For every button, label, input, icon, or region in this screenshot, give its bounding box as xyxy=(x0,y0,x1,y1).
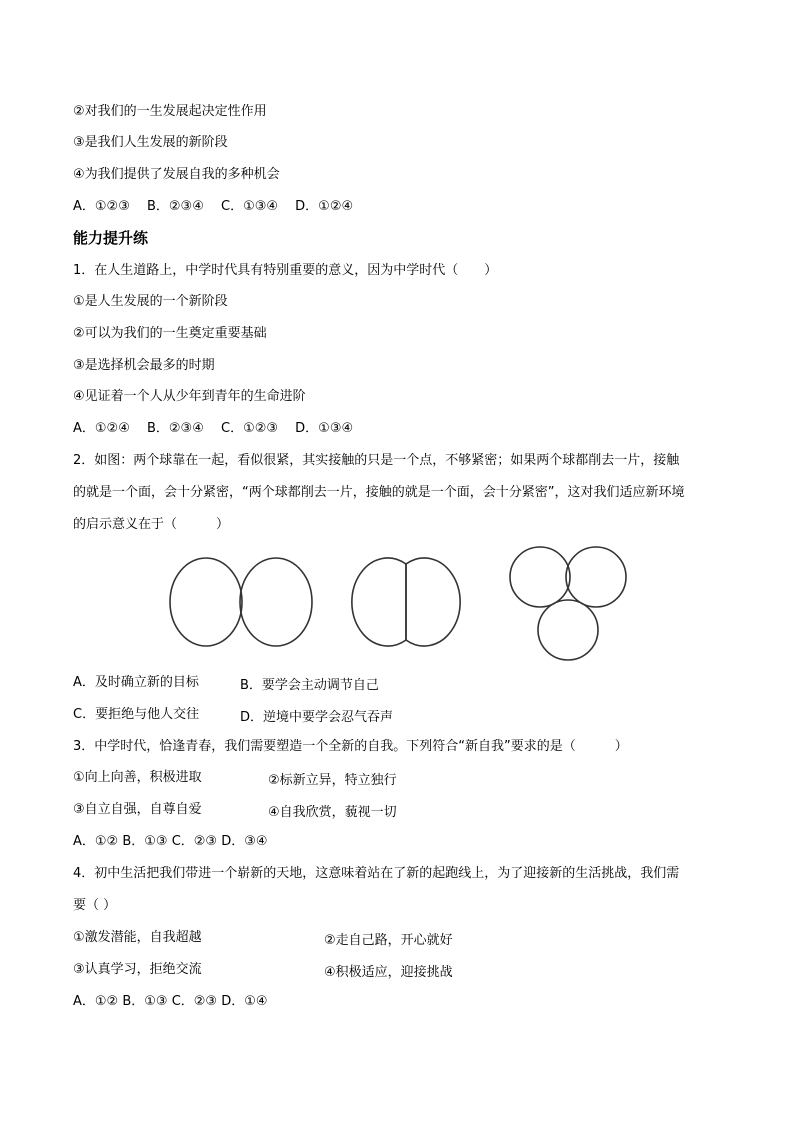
q4-stem-line-1: 4．初中生活把我们带进一个崭新的天地，这意味着站在了新的起跑线上，为了迎接新的生活挑战，我们需 xyxy=(73,866,680,881)
q1-option-3: ③是选择机会最多的时期 xyxy=(73,358,215,373)
q4-option-3: ③认真学习，拒绝交流 xyxy=(73,962,202,977)
sphere-cut xyxy=(352,558,406,646)
q4-stem-line-2: 要（ ） xyxy=(73,898,117,913)
q3-option-3: ③自立自强，自尊自爱 xyxy=(73,802,202,817)
q2-stem-line-2: 的就是一个面，会十分紧密，“两个球都削去一片，接触的就是一个面，会十分紧密”，这对我们适应新环境 xyxy=(73,485,685,500)
q4-option-2: ②走自己路，开心就好 xyxy=(324,933,453,948)
q3-answers: A．①② B．①③ C．②③ D．③④ xyxy=(73,834,268,849)
sphere xyxy=(538,600,598,660)
q2-stem-line-1: 2．如图：两个球靠在一起，看似很紧，其实接触的只是一个点，不够紧密；如果两个球都削去一片，接触 xyxy=(73,453,680,468)
q4-option-1: ①激发潜能，自我超越 xyxy=(73,930,202,945)
q3-option-4: ④自我欣赏，藐视一切 xyxy=(268,805,397,820)
q2-answer-d: D．逆境中要学会忍气吞声 xyxy=(240,710,394,725)
prev-answers: A．①②③ B．②③④ C．①③④ D．①②④ xyxy=(73,199,354,214)
q2-stem-line-3: 的启示意义在于（ ） xyxy=(73,517,230,532)
spheres-touching-point xyxy=(170,558,312,646)
three-spheres xyxy=(510,547,626,660)
q4-option-4: ④积极适应，迎接挑战 xyxy=(324,965,453,980)
q4-answers: A．①② B．①③ C．②③ D．①④ xyxy=(73,994,268,1009)
sphere xyxy=(170,558,242,646)
q3-option-1: ①向上向善，积极进取 xyxy=(73,770,202,785)
q1-option-1: ①是人生发展的一个新阶段 xyxy=(73,294,228,309)
q3-option-2: ②标新立异，特立独行 xyxy=(268,773,397,788)
q1-stem: 1．在人生道路上，中学时代具有特别重要的意义，因为中学时代（ ） xyxy=(73,263,498,278)
q2-answer-a: A．及时确立新的目标 xyxy=(73,675,199,690)
q1-option-4: ④见证着一个人从少年到青年的生命进阶 xyxy=(73,389,306,404)
prev-option-2: ②对我们的一生发展起决定性作用 xyxy=(73,104,267,119)
q3-stem: 3．中学时代，恰逢青春，我们需要塑造一个全新的自我。下列符合“新自我”要求的是（ ） xyxy=(73,739,628,754)
q2-answer-c: C．要拒绝与他人交往 xyxy=(73,707,200,722)
q1-option-2: ②可以为我们的一生奠定重要基础 xyxy=(73,326,267,341)
q2-answer-b: B．要学会主动调节自己 xyxy=(240,678,379,693)
prev-option-3: ③是我们人生发展的新阶段 xyxy=(73,135,228,150)
spheres-figure xyxy=(160,542,640,670)
spheres-touching-face xyxy=(352,558,460,646)
prev-option-4: ④为我们提供了发展自我的多种机会 xyxy=(73,167,280,182)
q1-answers: A．①②④ B．②③④ C．①②③ D．①③④ xyxy=(73,421,354,436)
sphere xyxy=(510,547,570,607)
sphere xyxy=(566,547,626,607)
sphere xyxy=(240,558,312,646)
section-title: 能力提升练 xyxy=(73,229,149,247)
sphere-cut xyxy=(406,558,460,646)
